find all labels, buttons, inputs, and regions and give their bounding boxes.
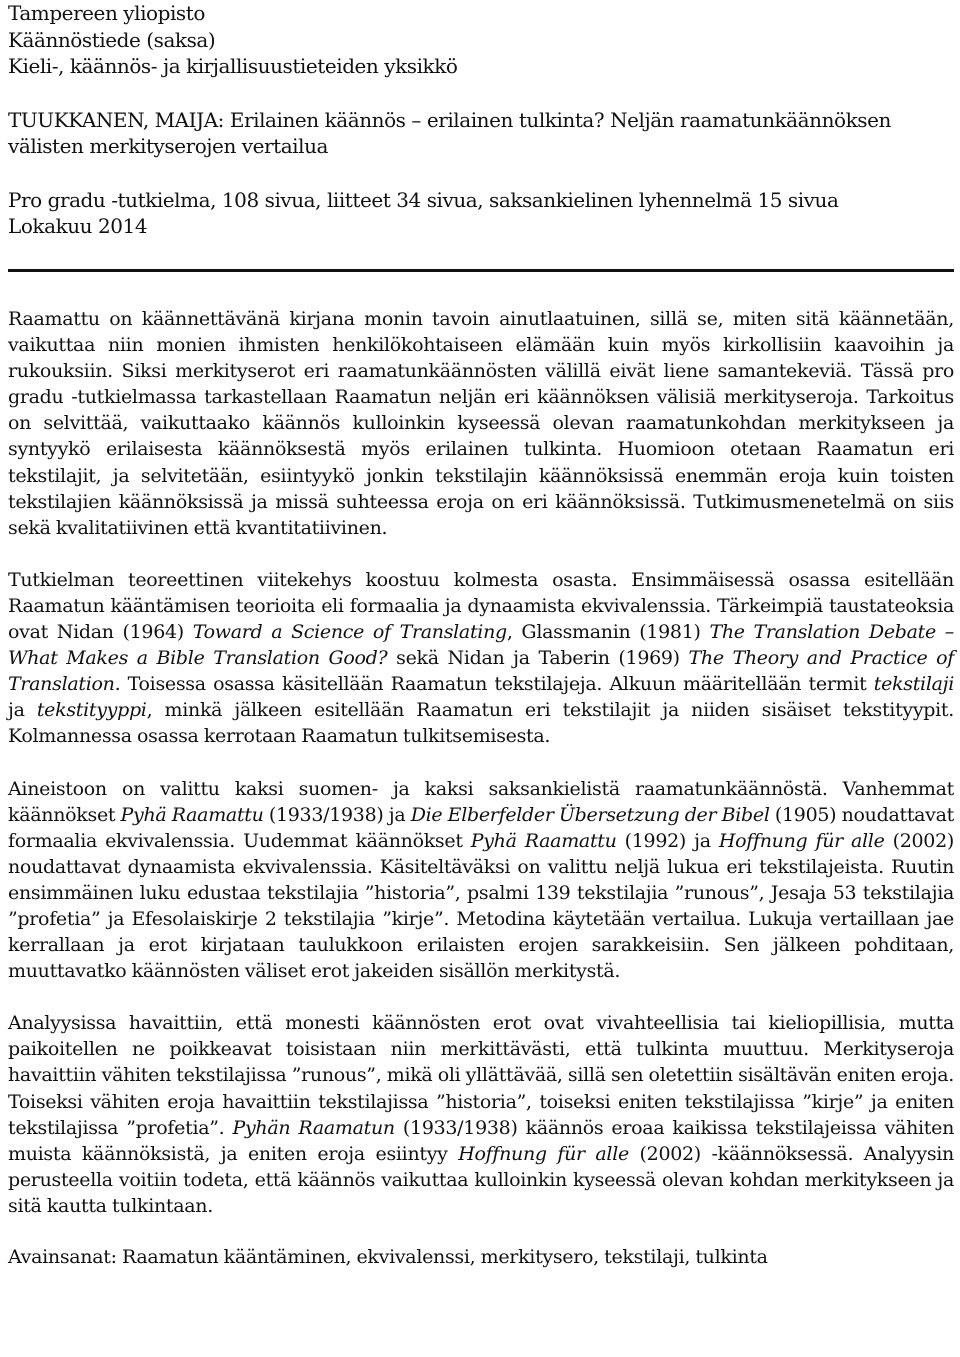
university-name: Tampereen yliopisto <box>8 1 205 25</box>
italic-title: Die Elberfelder Übersetzung der Bibel <box>410 803 770 826</box>
italic-title: Pyhä Raamattu <box>120 803 264 826</box>
text-run: . Toisessa osassa käsitellään Raamatun tekstilajeja. Alkuun määritellään termit <box>114 673 874 696</box>
text-run: (1933/1938) ja <box>263 803 411 826</box>
header-block <box>8 0 954 240</box>
text-run: sekä Nidan ja Taberin (1969) <box>387 647 689 670</box>
document-page <box>8 0 955 1268</box>
italic-title: The Translation Debate – What Makes a Bible Translation Good? <box>8 621 954 670</box>
text-run: Aineistoon on valittu kaksi suomen- ja kaksi saksankielistä raamatunkäännöstä. Vanhemmat käännökset <box>8 777 954 826</box>
italic-term: tekstilaji <box>873 673 954 696</box>
text-run: (1992) ja <box>616 829 719 852</box>
italic-title: The Theory and Practice of Translation <box>8 647 954 696</box>
italic-title: Hoffnung für alle <box>718 829 885 852</box>
text-run: ja <box>8 699 37 722</box>
abstract-body <box>8 306 954 1296</box>
text-run: Analyysissa havaittiin, että monesti käännösten erot ovat vivahteellisia tai kieliopillisia, mutta paikoitellen ne poikkeavat toisistaan niin merkittävästi, että tulkinta muuttuu. Merkityseroja havaittiin vähiten tekstilajissa ”runous”, mikä oli yllättävää, sillä sen oletettiin sisältävän eniten eroja. Toiseksi vähiten eroja havaittiin tekstilajissa ”historia”, toiseksi eniten tekstilajissa ”kirje” ja eniten tekstilajissa ”profetia”. <box>8 1012 954 1139</box>
thesis-title: TUUKKANEN, MAIJA: Erilainen käännös – erilainen tulkinta? Neljän raamatunkäännöksen välisten merkityserojen vertailua <box>8 107 891 158</box>
italic-title: Pyhä Raamattu <box>470 829 617 852</box>
abstract-paragraph-1: Raamattu on käännettävänä kirjana monin tavoin ainutlaatuinen, sillä se, miten sitä käännetään, vaikuttaa niin monien ihmisten henkilökohtaiseen elämään kuin myös kirkollisiin kaavoihin ja rukouksiin. Siksi merkityserot eri raamatunkäännösten välillä eivät liene samantekeviä. Tässä pro gradu -tutkielmassa tarkastellaan Raamatun neljän eri käännöksen välisiä merkityseroja. Tarkoitus on selvittää, vaikuttaako käännös kulloinkin kyseessä olevan raamatunkohdan merkitykseen ja syntyykö erilaisesta käännöksestä myös erilainen tulkinta. Huomioon otetaan Raamatun eri tekstilajit, ja selvitetään, esiintyykö jonkin tekstilajin käännöksissä enemmän eroja kuin toisten tekstilajien käännöksissä ja missä suhteessa eroja on eri käännöksissä. Tutkimusmenetelmä on siis sekä kvalitatiivinen että kvantitatiivinen. <box>8 308 954 539</box>
text-run: (2002) noudattavat dynaamista ekvivalenssia. Käsiteltäväksi on valittu neljä lukua eri tekstilajeista. Ruutin ensimmäinen luku edustaa tekstilajia ”historia”, psalmi 139 tekstilajia ”runous”, Jesaja 53 tekstilajia ”profetia” ja Efesolaiskirje 2 tekstilajia ”kirje”. Metodina käytetään vertailua. Lukuja vertaillaan jae kerrallaan ja erot kirjataan taulukkoon erilaisten erojen sarakkeisiin. Sen jälkeen pohditaan, muuttavatko käännösten väliset erot jakeiden sisällön merkitystä. <box>8 829 954 983</box>
keywords-line: Avainsanat: Raamatun kääntäminen, ekvivalenssi, merkitysero, tekstilaji, tulkinta <box>8 1246 768 1268</box>
text-run: Tutkielman teoreettinen viitekehys koostuu kolmesta osasta. Ensimmäisessä osassa esitellään Raamatun kääntämisen teorioita eli formaalia ja dynaamista ekvivalenssia. Tärkeimpiä taustateoksia ovat Nidan (1964) <box>8 568 954 644</box>
italic-title: Pyhän Raamatun <box>232 1116 395 1139</box>
italic-term: tekstityyppi <box>36 699 147 722</box>
abstract-paragraph-2 <box>8 567 954 750</box>
text-run: , minkä jälkeen esitellään Raamatun eri tekstilajit ja niiden sisäiset tekstityypit. Kolmannessa osassa kerrotaan Raamatun tulkitsemisesta. <box>8 699 954 748</box>
text-run: (1905) noudattavat formaalia ekvivalenssia. Uudemmat käännökset <box>8 803 954 852</box>
abstract-paragraph-4 <box>8 1010 954 1219</box>
horizontal-rule <box>8 269 954 272</box>
abstract-paragraph-3 <box>8 776 954 985</box>
department-name: Käännöstiede (saksa) <box>8 27 216 52</box>
italic-title: Toward a Science of Translating <box>192 621 507 644</box>
text-run: (2002) -käännöksessä. Analyysin perusteella voitiin todeta, että käännös vaikuttaa kulloinkin kyseessä olevan kohdan merkitykseen ja sitä kautta tulkintaan. <box>8 1142 954 1217</box>
italic-title: Hoffnung für alle <box>458 1142 629 1165</box>
text-run: , Glassmanin (1981) <box>506 621 710 644</box>
text-run: (1933/1938) käännös eroaa kaikissa tekstilajeissa vähiten muista käännöksistä, ja eniten eroja esiintyy <box>8 1116 955 1165</box>
thesis-info: Pro gradu -tutkielma, 108 sivua, liitteet 34 sivua, saksankielinen lyhennelmä 15 sivua <box>8 187 839 212</box>
unit-name: Kieli-, käännös- ja kirjallisuustieteiden yksikkö <box>8 54 458 78</box>
thesis-date: Lokakuu 2014 <box>8 214 148 238</box>
